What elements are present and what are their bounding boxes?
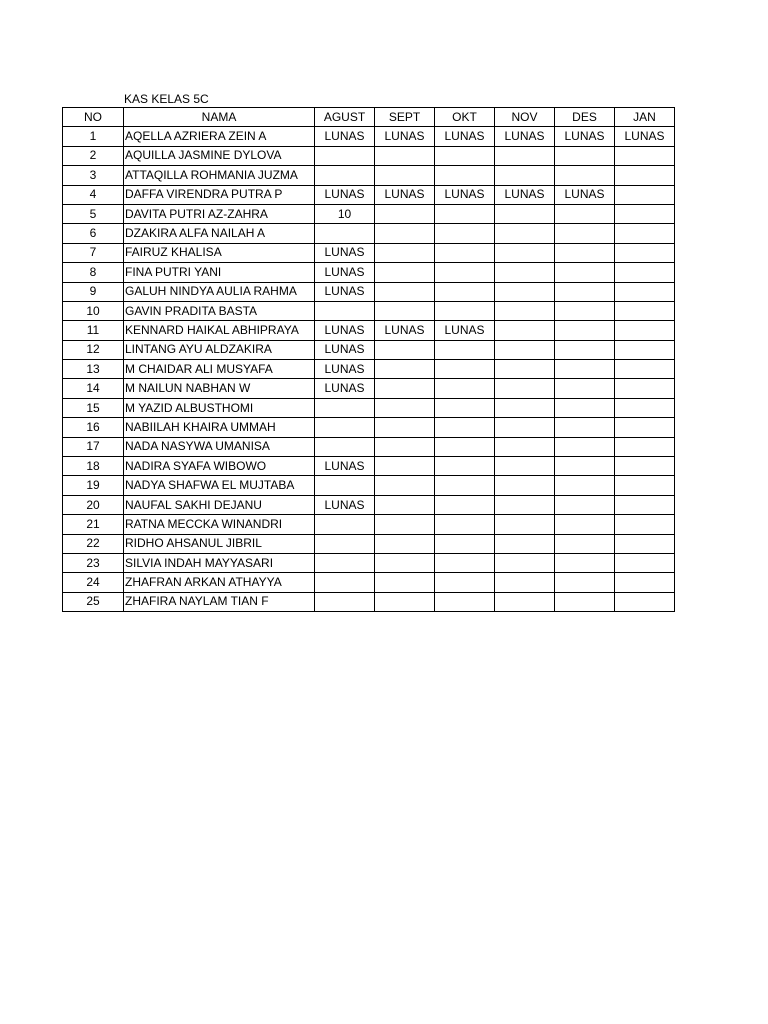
payment-cell	[495, 553, 555, 572]
payment-cell	[555, 263, 615, 282]
payment-cell	[615, 166, 675, 185]
student-name: FINA PUTRI YANI	[124, 263, 315, 282]
student-name: M CHAIDAR ALI MUSYAFA	[124, 360, 315, 379]
header-month: DES	[555, 108, 615, 127]
row-number: 22	[63, 534, 124, 553]
table-row	[63, 127, 675, 146]
payment-cell	[615, 185, 675, 204]
payment-cell	[435, 282, 495, 301]
table-row	[63, 379, 675, 398]
row-number: 13	[63, 360, 124, 379]
payment-cell	[435, 146, 495, 165]
table-body	[63, 127, 675, 612]
payment-cell	[555, 166, 615, 185]
student-name: ATTAQILLA ROHMANIA JUZMA	[124, 166, 315, 185]
row-number: 12	[63, 340, 124, 359]
table-row	[63, 534, 675, 553]
payment-cell	[495, 360, 555, 379]
payment-cell	[615, 321, 675, 340]
payment-cell	[495, 495, 555, 514]
payment-cell	[435, 592, 495, 611]
payment-cell	[555, 360, 615, 379]
student-name: KENNARD HAIKAL ABHIPRAYA	[124, 321, 315, 340]
payment-cell	[615, 360, 675, 379]
payment-cell	[615, 282, 675, 301]
payment-cell	[555, 573, 615, 592]
header-month: AGUST	[315, 108, 375, 127]
table-row	[63, 398, 675, 417]
payment-cell	[615, 515, 675, 534]
payment-cell	[555, 553, 615, 572]
payment-cell	[495, 224, 555, 243]
payment-cell	[495, 457, 555, 476]
payment-cell	[315, 224, 375, 243]
header-no: NO	[63, 108, 124, 127]
payment-cell: LUNAS	[315, 340, 375, 359]
table-row	[63, 573, 675, 592]
header-month: JAN	[615, 108, 675, 127]
payment-cell	[435, 263, 495, 282]
payment-cell	[375, 437, 435, 456]
payment-cell: LUNAS	[435, 321, 495, 340]
row-number: 17	[63, 437, 124, 456]
table-row	[63, 185, 675, 204]
header-month: NOV	[495, 108, 555, 127]
payment-cell	[315, 398, 375, 417]
payment-cell	[375, 553, 435, 572]
payment-cell	[375, 515, 435, 534]
row-number: 11	[63, 321, 124, 340]
table-row	[63, 321, 675, 340]
payment-cell	[495, 515, 555, 534]
payment-cell	[555, 224, 615, 243]
student-name: NADA NASYWA UMANISA	[124, 437, 315, 456]
payment-cell	[435, 360, 495, 379]
row-number: 19	[63, 476, 124, 495]
payment-cell	[495, 573, 555, 592]
payment-cell	[375, 495, 435, 514]
table-row	[63, 553, 675, 572]
payment-cell	[555, 592, 615, 611]
payment-cell	[495, 398, 555, 417]
payment-cell	[495, 592, 555, 611]
row-number: 1	[63, 127, 124, 146]
student-name: GALUH NINDYA AULIA RAHMA	[124, 282, 315, 301]
payment-cell	[495, 418, 555, 437]
payment-cell: 10	[315, 204, 375, 223]
row-number: 4	[63, 185, 124, 204]
row-number: 15	[63, 398, 124, 417]
table-row	[63, 243, 675, 262]
payment-cell	[615, 592, 675, 611]
payment-cell	[435, 495, 495, 514]
header-name: NAMA	[124, 108, 315, 127]
payment-cell	[375, 457, 435, 476]
student-name: FAIRUZ KHALISA	[124, 243, 315, 262]
row-number: 10	[63, 301, 124, 320]
payment-cell	[615, 146, 675, 165]
table-row	[63, 360, 675, 379]
row-number: 20	[63, 495, 124, 514]
payment-cell	[555, 146, 615, 165]
table-row	[63, 418, 675, 437]
payment-cell	[435, 573, 495, 592]
table-row	[63, 166, 675, 185]
payment-cell	[615, 398, 675, 417]
payment-cell	[495, 321, 555, 340]
table-row	[63, 592, 675, 611]
table-row	[63, 224, 675, 243]
payment-cell: LUNAS	[315, 457, 375, 476]
payment-cell	[615, 340, 675, 359]
payment-cell: LUNAS	[375, 185, 435, 204]
row-number: 2	[63, 146, 124, 165]
payment-cell: LUNAS	[435, 127, 495, 146]
payment-cell	[555, 243, 615, 262]
row-number: 5	[63, 204, 124, 223]
payment-cell	[615, 495, 675, 514]
payment-cell: LUNAS	[315, 127, 375, 146]
table-row	[63, 146, 675, 165]
payment-cell	[495, 340, 555, 359]
payment-cell	[555, 437, 615, 456]
payment-cell	[375, 301, 435, 320]
row-number: 7	[63, 243, 124, 262]
payment-cell	[315, 515, 375, 534]
payment-cell	[375, 360, 435, 379]
row-number: 9	[63, 282, 124, 301]
payment-cell	[615, 379, 675, 398]
student-name: DAVITA PUTRI AZ-ZAHRA	[124, 204, 315, 223]
payment-cell	[495, 476, 555, 495]
student-name: AQELLA AZRIERA ZEIN A	[124, 127, 315, 146]
table-row	[63, 437, 675, 456]
payment-cell: LUNAS	[315, 243, 375, 262]
payment-cell	[615, 457, 675, 476]
payment-cell	[495, 263, 555, 282]
payment-cell	[615, 418, 675, 437]
payment-cell: LUNAS	[315, 379, 375, 398]
payment-cell	[555, 515, 615, 534]
payment-cell: LUNAS	[435, 185, 495, 204]
payment-cell	[615, 437, 675, 456]
row-number: 18	[63, 457, 124, 476]
payment-cell	[495, 282, 555, 301]
student-name: GAVIN PRADITA BASTA	[124, 301, 315, 320]
row-number: 23	[63, 553, 124, 572]
row-number: 21	[63, 515, 124, 534]
payment-cell: LUNAS	[315, 282, 375, 301]
payment-cell	[375, 263, 435, 282]
payment-cell	[375, 398, 435, 417]
payment-cell	[615, 263, 675, 282]
payment-cell	[435, 243, 495, 262]
payment-cell	[375, 379, 435, 398]
student-name: RATNA MECCKA WINANDRI	[124, 515, 315, 534]
payment-cell: LUNAS	[315, 321, 375, 340]
payment-cell	[435, 515, 495, 534]
payment-cell	[375, 340, 435, 359]
row-number: 24	[63, 573, 124, 592]
payment-cell	[375, 534, 435, 553]
row-number: 16	[63, 418, 124, 437]
table-row	[63, 204, 675, 223]
payment-cell	[615, 204, 675, 223]
student-name: LINTANG AYU ALDZAKIRA	[124, 340, 315, 359]
payment-cell	[555, 534, 615, 553]
payment-cell	[555, 301, 615, 320]
payment-cell: LUNAS	[315, 263, 375, 282]
payment-cell	[435, 398, 495, 417]
payment-cell	[315, 301, 375, 320]
payment-cell	[495, 204, 555, 223]
header-month: OKT	[435, 108, 495, 127]
payment-cell	[555, 340, 615, 359]
table-row	[63, 476, 675, 495]
student-name: NADYA SHAFWA EL MUJTABA	[124, 476, 315, 495]
row-number: 14	[63, 379, 124, 398]
payment-cell	[555, 398, 615, 417]
payment-cell	[315, 534, 375, 553]
payment-cell	[615, 476, 675, 495]
payment-cell: LUNAS	[315, 360, 375, 379]
payment-cell	[435, 476, 495, 495]
payment-cell	[375, 282, 435, 301]
payment-cell: LUNAS	[495, 185, 555, 204]
class-fund-table	[62, 107, 675, 612]
student-name: NABIILAH KHAIRA UMMAH	[124, 418, 315, 437]
student-name: DAFFA VIRENDRA PUTRA P	[124, 185, 315, 204]
payment-cell	[435, 204, 495, 223]
payment-cell	[375, 146, 435, 165]
row-number: 8	[63, 263, 124, 282]
payment-cell: LUNAS	[495, 127, 555, 146]
payment-cell	[555, 495, 615, 514]
payment-cell: LUNAS	[375, 321, 435, 340]
payment-cell	[615, 553, 675, 572]
payment-cell	[435, 553, 495, 572]
student-name: M YAZID ALBUSTHOMI	[124, 398, 315, 417]
header-month: SEPT	[375, 108, 435, 127]
payment-cell	[615, 243, 675, 262]
row-number: 3	[63, 166, 124, 185]
student-name: ZHAFRAN ARKAN ATHAYYA	[124, 573, 315, 592]
payment-cell	[555, 204, 615, 223]
payment-cell	[435, 457, 495, 476]
payment-cell	[495, 166, 555, 185]
student-name: SILVIA INDAH MAYYASARI	[124, 553, 315, 572]
header-row	[63, 108, 675, 127]
student-name: NAUFAL SAKHI DEJANU	[124, 495, 315, 514]
payment-cell: LUNAS	[555, 185, 615, 204]
table-row	[63, 263, 675, 282]
payment-cell	[435, 418, 495, 437]
student-name: M NAILUN NABHAN W	[124, 379, 315, 398]
payment-cell	[375, 204, 435, 223]
payment-cell	[495, 379, 555, 398]
payment-cell: LUNAS	[615, 127, 675, 146]
table-row	[63, 301, 675, 320]
payment-cell	[315, 592, 375, 611]
payment-cell: LUNAS	[315, 495, 375, 514]
payment-cell	[315, 146, 375, 165]
payment-cell	[615, 534, 675, 553]
payment-cell	[495, 534, 555, 553]
payment-cell	[315, 166, 375, 185]
payment-cell	[435, 301, 495, 320]
payment-cell	[375, 476, 435, 495]
payment-cell	[555, 418, 615, 437]
payment-cell	[495, 437, 555, 456]
payment-cell	[435, 437, 495, 456]
payment-cell	[555, 457, 615, 476]
payment-cell	[315, 476, 375, 495]
student-name: RIDHO AHSANUL JIBRIL	[124, 534, 315, 553]
student-name: AQUILLA JASMINE DYLOVA	[124, 146, 315, 165]
payment-cell	[615, 301, 675, 320]
payment-cell	[375, 418, 435, 437]
payment-cell	[375, 224, 435, 243]
payment-cell	[435, 224, 495, 243]
payment-cell	[495, 243, 555, 262]
payment-cell	[555, 282, 615, 301]
payment-cell	[495, 301, 555, 320]
table-row	[63, 282, 675, 301]
document-title: KAS KELAS 5C	[124, 92, 209, 106]
payment-cell	[555, 379, 615, 398]
payment-cell	[375, 573, 435, 592]
payment-cell	[615, 573, 675, 592]
payment-cell: LUNAS	[315, 185, 375, 204]
payment-cell	[435, 534, 495, 553]
payment-cell	[375, 592, 435, 611]
payment-cell	[495, 146, 555, 165]
payment-cell	[435, 379, 495, 398]
table-row	[63, 457, 675, 476]
student-name: ZHAFIRA NAYLAM TIAN F	[124, 592, 315, 611]
payment-cell: LUNAS	[555, 127, 615, 146]
payment-cell	[615, 224, 675, 243]
table-row	[63, 515, 675, 534]
row-number: 25	[63, 592, 124, 611]
payment-cell	[555, 476, 615, 495]
payment-cell	[375, 243, 435, 262]
payment-cell	[315, 437, 375, 456]
payment-cell	[435, 340, 495, 359]
payment-cell	[315, 553, 375, 572]
row-number: 6	[63, 224, 124, 243]
table-row	[63, 495, 675, 514]
payment-cell	[375, 166, 435, 185]
payment-cell	[315, 573, 375, 592]
student-name: DZAKIRA ALFA NAILAH A	[124, 224, 315, 243]
payment-cell: LUNAS	[375, 127, 435, 146]
payment-cell	[555, 321, 615, 340]
table-row	[63, 340, 675, 359]
student-name: NADIRA SYAFA WIBOWO	[124, 457, 315, 476]
payment-cell	[435, 166, 495, 185]
payment-cell	[315, 418, 375, 437]
